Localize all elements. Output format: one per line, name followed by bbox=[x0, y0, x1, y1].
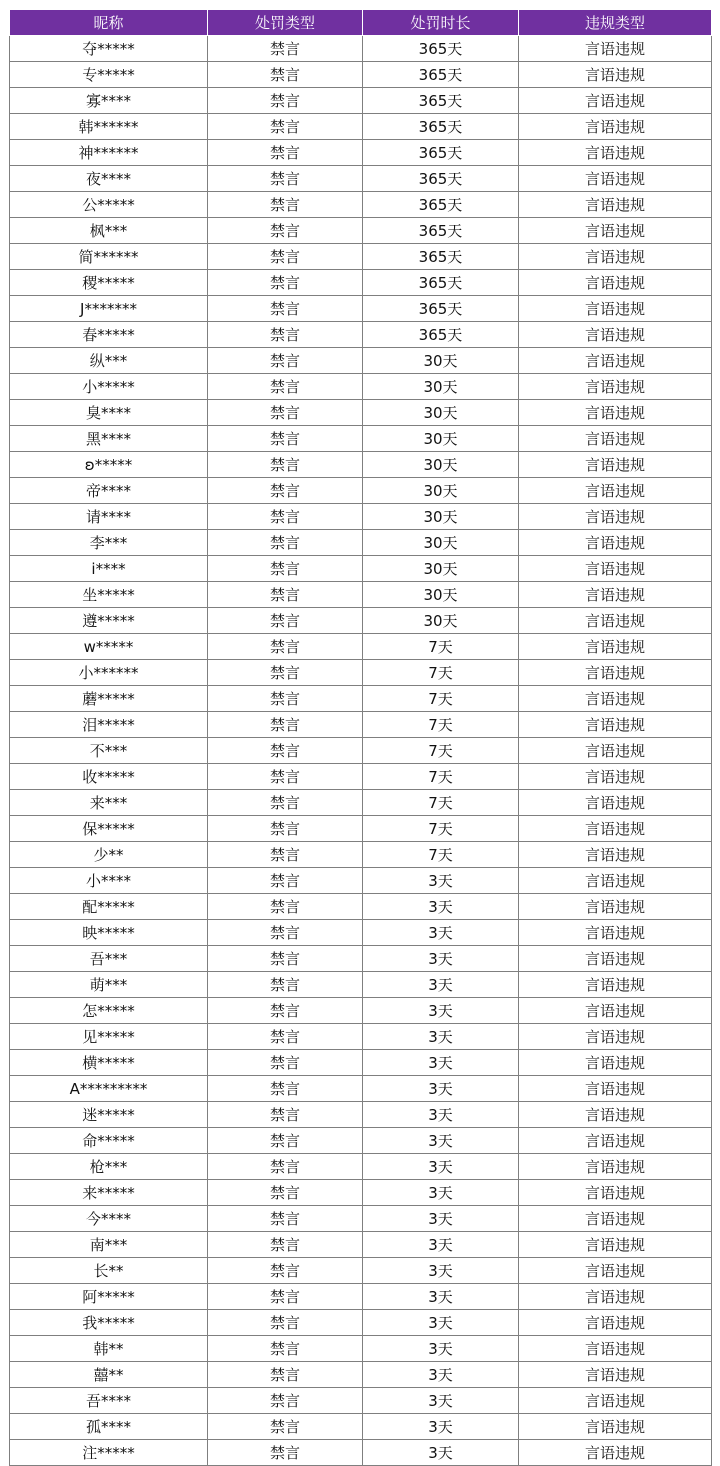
cell-nickname: 简****** bbox=[10, 244, 208, 270]
cell-nickname: 少** bbox=[10, 842, 208, 868]
cell-penalty-type: 禁言 bbox=[208, 1232, 363, 1258]
table-row bbox=[10, 478, 712, 504]
cell-penalty-duration: 3天 bbox=[363, 1440, 519, 1466]
table-row bbox=[10, 452, 712, 478]
cell-nickname: 枫*** bbox=[10, 218, 208, 244]
cell-penalty-type: 禁言 bbox=[208, 88, 363, 114]
cell-violation-type: 言语违规 bbox=[519, 1258, 712, 1284]
cell-nickname: 坐***** bbox=[10, 582, 208, 608]
cell-nickname: 吾**** bbox=[10, 1388, 208, 1414]
cell-violation-type: 言语违规 bbox=[519, 322, 712, 348]
cell-nickname: 臭**** bbox=[10, 400, 208, 426]
cell-penalty-type: 禁言 bbox=[208, 1076, 363, 1102]
header-penalty-duration: 处罚时长 bbox=[363, 10, 519, 36]
cell-penalty-type: 禁言 bbox=[208, 1362, 363, 1388]
cell-violation-type: 言语违规 bbox=[519, 478, 712, 504]
cell-violation-type: 言语违规 bbox=[519, 1206, 712, 1232]
cell-nickname: 公***** bbox=[10, 192, 208, 218]
penalty-table bbox=[9, 9, 712, 1466]
cell-nickname: 迷***** bbox=[10, 1102, 208, 1128]
cell-nickname: 夜**** bbox=[10, 166, 208, 192]
cell-penalty-duration: 3天 bbox=[363, 1232, 519, 1258]
cell-penalty-duration: 30天 bbox=[363, 582, 519, 608]
cell-penalty-duration: 3天 bbox=[363, 1258, 519, 1284]
cell-penalty-type: 禁言 bbox=[208, 530, 363, 556]
cell-nickname: 寡**** bbox=[10, 88, 208, 114]
cell-nickname: 小**** bbox=[10, 868, 208, 894]
cell-penalty-type: 禁言 bbox=[208, 634, 363, 660]
table-row bbox=[10, 972, 712, 998]
cell-penalty-duration: 3天 bbox=[363, 1024, 519, 1050]
table-row bbox=[10, 1310, 712, 1336]
header-violation-type: 违规类型 bbox=[519, 10, 712, 36]
cell-penalty-type: 禁言 bbox=[208, 1102, 363, 1128]
cell-violation-type: 言语违规 bbox=[519, 140, 712, 166]
cell-nickname: 命***** bbox=[10, 1128, 208, 1154]
cell-penalty-type: 禁言 bbox=[208, 504, 363, 530]
table-row bbox=[10, 140, 712, 166]
cell-nickname: 阿***** bbox=[10, 1284, 208, 1310]
cell-penalty-duration: 3天 bbox=[363, 894, 519, 920]
cell-violation-type: 言语违规 bbox=[519, 192, 712, 218]
table-row bbox=[10, 1076, 712, 1102]
cell-nickname: 孤**** bbox=[10, 1414, 208, 1440]
cell-penalty-duration: 365天 bbox=[363, 114, 519, 140]
cell-nickname: 囍** bbox=[10, 1362, 208, 1388]
cell-penalty-duration: 30天 bbox=[363, 452, 519, 478]
cell-penalty-type: 禁言 bbox=[208, 374, 363, 400]
cell-penalty-type: 禁言 bbox=[208, 1336, 363, 1362]
cell-penalty-duration: 365天 bbox=[363, 218, 519, 244]
cell-nickname: 黑**** bbox=[10, 426, 208, 452]
table-row bbox=[10, 270, 712, 296]
cell-nickname: 小****** bbox=[10, 660, 208, 686]
cell-nickname: 李*** bbox=[10, 530, 208, 556]
cell-violation-type: 言语违规 bbox=[519, 62, 712, 88]
cell-penalty-duration: 7天 bbox=[363, 816, 519, 842]
cell-nickname: 我***** bbox=[10, 1310, 208, 1336]
header-nickname: 昵称 bbox=[10, 10, 208, 36]
cell-penalty-duration: 30天 bbox=[363, 608, 519, 634]
cell-penalty-type: 禁言 bbox=[208, 998, 363, 1024]
cell-penalty-type: 禁言 bbox=[208, 1024, 363, 1050]
cell-penalty-duration: 30天 bbox=[363, 478, 519, 504]
cell-violation-type: 言语违规 bbox=[519, 1050, 712, 1076]
table-row bbox=[10, 1154, 712, 1180]
cell-penalty-type: 禁言 bbox=[208, 1128, 363, 1154]
cell-nickname: 配***** bbox=[10, 894, 208, 920]
cell-violation-type: 言语违规 bbox=[519, 764, 712, 790]
table-row bbox=[10, 608, 712, 634]
cell-nickname: w***** bbox=[10, 634, 208, 660]
cell-violation-type: 言语违规 bbox=[519, 868, 712, 894]
table-row bbox=[10, 1024, 712, 1050]
cell-penalty-type: 禁言 bbox=[208, 738, 363, 764]
cell-penalty-type: 禁言 bbox=[208, 244, 363, 270]
cell-nickname: 吾*** bbox=[10, 946, 208, 972]
cell-penalty-type: 禁言 bbox=[208, 114, 363, 140]
cell-violation-type: 言语违规 bbox=[519, 1414, 712, 1440]
table-row bbox=[10, 556, 712, 582]
cell-penalty-type: 禁言 bbox=[208, 478, 363, 504]
cell-penalty-type: 禁言 bbox=[208, 1388, 363, 1414]
cell-penalty-type: 禁言 bbox=[208, 1414, 363, 1440]
cell-penalty-duration: 3天 bbox=[363, 1076, 519, 1102]
cell-penalty-type: 禁言 bbox=[208, 972, 363, 998]
cell-violation-type: 言语违规 bbox=[519, 998, 712, 1024]
cell-nickname: 南*** bbox=[10, 1232, 208, 1258]
cell-penalty-duration: 365天 bbox=[363, 88, 519, 114]
cell-violation-type: 言语违规 bbox=[519, 1284, 712, 1310]
cell-nickname: 蘑***** bbox=[10, 686, 208, 712]
cell-nickname: 来*** bbox=[10, 790, 208, 816]
cell-penalty-duration: 7天 bbox=[363, 660, 519, 686]
cell-violation-type: 言语违规 bbox=[519, 816, 712, 842]
cell-violation-type: 言语违规 bbox=[519, 894, 712, 920]
table-row bbox=[10, 504, 712, 530]
cell-violation-type: 言语违规 bbox=[519, 1440, 712, 1466]
cell-penalty-type: 禁言 bbox=[208, 218, 363, 244]
cell-violation-type: 言语违规 bbox=[519, 790, 712, 816]
cell-penalty-duration: 3天 bbox=[363, 868, 519, 894]
table-row bbox=[10, 1206, 712, 1232]
cell-penalty-duration: 3天 bbox=[363, 1362, 519, 1388]
cell-penalty-type: 禁言 bbox=[208, 764, 363, 790]
cell-penalty-type: 禁言 bbox=[208, 400, 363, 426]
cell-penalty-type: 禁言 bbox=[208, 842, 363, 868]
cell-violation-type: 言语违规 bbox=[519, 712, 712, 738]
cell-penalty-type: 禁言 bbox=[208, 920, 363, 946]
cell-violation-type: 言语违规 bbox=[519, 166, 712, 192]
cell-violation-type: 言语违规 bbox=[519, 1388, 712, 1414]
table-row bbox=[10, 738, 712, 764]
cell-violation-type: 言语违规 bbox=[519, 608, 712, 634]
cell-nickname: 夺***** bbox=[10, 36, 208, 62]
cell-violation-type: 言语违规 bbox=[519, 374, 712, 400]
cell-violation-type: 言语违规 bbox=[519, 426, 712, 452]
table-row bbox=[10, 1362, 712, 1388]
cell-nickname: 收***** bbox=[10, 764, 208, 790]
cell-penalty-duration: 3天 bbox=[363, 1310, 519, 1336]
cell-violation-type: 言语违规 bbox=[519, 1310, 712, 1336]
cell-violation-type: 言语违规 bbox=[519, 946, 712, 972]
cell-nickname: 纵*** bbox=[10, 348, 208, 374]
cell-nickname: 横***** bbox=[10, 1050, 208, 1076]
cell-violation-type: 言语违规 bbox=[519, 1128, 712, 1154]
cell-penalty-duration: 7天 bbox=[363, 686, 519, 712]
cell-penalty-type: 禁言 bbox=[208, 62, 363, 88]
table-row bbox=[10, 374, 712, 400]
cell-violation-type: 言语违规 bbox=[519, 1102, 712, 1128]
table-row bbox=[10, 166, 712, 192]
cell-penalty-type: 禁言 bbox=[208, 582, 363, 608]
cell-penalty-type: 禁言 bbox=[208, 1154, 363, 1180]
cell-nickname: 长** bbox=[10, 1258, 208, 1284]
cell-penalty-type: 禁言 bbox=[208, 426, 363, 452]
cell-penalty-duration: 365天 bbox=[363, 36, 519, 62]
table-row bbox=[10, 348, 712, 374]
cell-violation-type: 言语违规 bbox=[519, 348, 712, 374]
table-row bbox=[10, 218, 712, 244]
cell-penalty-duration: 365天 bbox=[363, 140, 519, 166]
table-row bbox=[10, 1336, 712, 1362]
cell-penalty-duration: 30天 bbox=[363, 374, 519, 400]
cell-penalty-type: 禁言 bbox=[208, 452, 363, 478]
cell-violation-type: 言语违规 bbox=[519, 1154, 712, 1180]
table-row bbox=[10, 296, 712, 322]
table-row bbox=[10, 1440, 712, 1466]
cell-penalty-type: 禁言 bbox=[208, 686, 363, 712]
table-row bbox=[10, 1102, 712, 1128]
table-body bbox=[10, 36, 712, 1466]
cell-penalty-duration: 3天 bbox=[363, 1154, 519, 1180]
cell-penalty-duration: 3天 bbox=[363, 1102, 519, 1128]
table-row bbox=[10, 322, 712, 348]
table-row bbox=[10, 192, 712, 218]
table-row bbox=[10, 1232, 712, 1258]
table-row bbox=[10, 790, 712, 816]
cell-nickname: 来***** bbox=[10, 1180, 208, 1206]
cell-nickname: 神****** bbox=[10, 140, 208, 166]
table-row bbox=[10, 400, 712, 426]
cell-penalty-duration: 7天 bbox=[363, 842, 519, 868]
cell-nickname: A********* bbox=[10, 1076, 208, 1102]
table-row bbox=[10, 894, 712, 920]
cell-penalty-type: 禁言 bbox=[208, 1258, 363, 1284]
cell-penalty-duration: 30天 bbox=[363, 400, 519, 426]
table-row bbox=[10, 36, 712, 62]
penalty-table-container bbox=[9, 9, 711, 1466]
cell-penalty-type: 禁言 bbox=[208, 1206, 363, 1232]
cell-nickname: 不*** bbox=[10, 738, 208, 764]
cell-violation-type: 言语违规 bbox=[519, 530, 712, 556]
table-header-row bbox=[10, 10, 712, 36]
table-row bbox=[10, 88, 712, 114]
table-row bbox=[10, 946, 712, 972]
cell-penalty-duration: 365天 bbox=[363, 192, 519, 218]
cell-penalty-duration: 7天 bbox=[363, 634, 519, 660]
table-row bbox=[10, 712, 712, 738]
cell-violation-type: 言语违规 bbox=[519, 1232, 712, 1258]
cell-penalty-type: 禁言 bbox=[208, 322, 363, 348]
cell-penalty-duration: 7天 bbox=[363, 790, 519, 816]
cell-violation-type: 言语违规 bbox=[519, 738, 712, 764]
cell-violation-type: 言语违规 bbox=[519, 504, 712, 530]
cell-nickname: 萌*** bbox=[10, 972, 208, 998]
cell-penalty-duration: 30天 bbox=[363, 556, 519, 582]
cell-penalty-duration: 7天 bbox=[363, 764, 519, 790]
cell-penalty-type: 禁言 bbox=[208, 166, 363, 192]
cell-penalty-type: 禁言 bbox=[208, 660, 363, 686]
cell-violation-type: 言语违规 bbox=[519, 634, 712, 660]
cell-violation-type: 言语违规 bbox=[519, 452, 712, 478]
table-row bbox=[10, 244, 712, 270]
cell-penalty-type: 禁言 bbox=[208, 894, 363, 920]
cell-nickname: 枪*** bbox=[10, 1154, 208, 1180]
table-row bbox=[10, 530, 712, 556]
table-row bbox=[10, 816, 712, 842]
cell-nickname: 遵***** bbox=[10, 608, 208, 634]
cell-penalty-duration: 30天 bbox=[363, 426, 519, 452]
cell-violation-type: 言语违规 bbox=[519, 400, 712, 426]
cell-violation-type: 言语违规 bbox=[519, 1076, 712, 1102]
table-row bbox=[10, 1050, 712, 1076]
cell-nickname: 保***** bbox=[10, 816, 208, 842]
table-row bbox=[10, 426, 712, 452]
cell-penalty-type: 禁言 bbox=[208, 270, 363, 296]
cell-penalty-duration: 3天 bbox=[363, 1414, 519, 1440]
cell-nickname: 今**** bbox=[10, 1206, 208, 1232]
table-row bbox=[10, 660, 712, 686]
cell-violation-type: 言语违规 bbox=[519, 842, 712, 868]
table-row bbox=[10, 920, 712, 946]
table-row bbox=[10, 764, 712, 790]
cell-nickname: 怎***** bbox=[10, 998, 208, 1024]
cell-penalty-type: 禁言 bbox=[208, 946, 363, 972]
cell-violation-type: 言语违规 bbox=[519, 1362, 712, 1388]
cell-violation-type: 言语违规 bbox=[519, 114, 712, 140]
table-row bbox=[10, 1180, 712, 1206]
cell-penalty-duration: 365天 bbox=[363, 322, 519, 348]
cell-nickname: 见***** bbox=[10, 1024, 208, 1050]
cell-violation-type: 言语违规 bbox=[519, 556, 712, 582]
cell-nickname: 韩** bbox=[10, 1336, 208, 1362]
cell-penalty-duration: 3天 bbox=[363, 1206, 519, 1232]
cell-penalty-type: 禁言 bbox=[208, 1310, 363, 1336]
cell-nickname: 小***** bbox=[10, 374, 208, 400]
cell-penalty-duration: 365天 bbox=[363, 166, 519, 192]
cell-nickname: i**** bbox=[10, 556, 208, 582]
cell-penalty-duration: 3天 bbox=[363, 1336, 519, 1362]
cell-violation-type: 言语违规 bbox=[519, 244, 712, 270]
cell-nickname: 帝**** bbox=[10, 478, 208, 504]
table-row bbox=[10, 868, 712, 894]
cell-penalty-duration: 30天 bbox=[363, 504, 519, 530]
cell-penalty-duration: 3天 bbox=[363, 1388, 519, 1414]
table-row bbox=[10, 582, 712, 608]
cell-violation-type: 言语违规 bbox=[519, 972, 712, 998]
table-row bbox=[10, 842, 712, 868]
cell-penalty-duration: 3天 bbox=[363, 920, 519, 946]
cell-violation-type: 言语违规 bbox=[519, 88, 712, 114]
cell-penalty-type: 禁言 bbox=[208, 348, 363, 374]
cell-violation-type: 言语违规 bbox=[519, 36, 712, 62]
cell-penalty-type: 禁言 bbox=[208, 36, 363, 62]
cell-penalty-duration: 3天 bbox=[363, 998, 519, 1024]
cell-penalty-duration: 30天 bbox=[363, 348, 519, 374]
cell-penalty-duration: 7天 bbox=[363, 738, 519, 764]
table-row bbox=[10, 1284, 712, 1310]
cell-nickname: 春***** bbox=[10, 322, 208, 348]
cell-nickname: 请**** bbox=[10, 504, 208, 530]
cell-nickname: 泪***** bbox=[10, 712, 208, 738]
cell-penalty-type: 禁言 bbox=[208, 1180, 363, 1206]
cell-penalty-duration: 3天 bbox=[363, 1180, 519, 1206]
cell-violation-type: 言语违规 bbox=[519, 686, 712, 712]
cell-penalty-type: 禁言 bbox=[208, 1440, 363, 1466]
cell-penalty-duration: 3天 bbox=[363, 1050, 519, 1076]
cell-penalty-duration: 3天 bbox=[363, 972, 519, 998]
cell-penalty-type: 禁言 bbox=[208, 1284, 363, 1310]
cell-penalty-type: 禁言 bbox=[208, 192, 363, 218]
header-penalty-type: 处罚类型 bbox=[208, 10, 363, 36]
table-row bbox=[10, 1128, 712, 1154]
table-row bbox=[10, 998, 712, 1024]
cell-penalty-type: 禁言 bbox=[208, 790, 363, 816]
cell-penalty-duration: 365天 bbox=[363, 296, 519, 322]
cell-penalty-type: 禁言 bbox=[208, 608, 363, 634]
cell-nickname: 稷***** bbox=[10, 270, 208, 296]
cell-penalty-type: 禁言 bbox=[208, 816, 363, 842]
cell-penalty-duration: 3天 bbox=[363, 1284, 519, 1310]
table-row bbox=[10, 1388, 712, 1414]
cell-violation-type: 言语违规 bbox=[519, 296, 712, 322]
cell-violation-type: 言语违规 bbox=[519, 218, 712, 244]
cell-nickname: ʚ***** bbox=[10, 452, 208, 478]
table-row bbox=[10, 1414, 712, 1440]
cell-nickname: 韩****** bbox=[10, 114, 208, 140]
cell-penalty-type: 禁言 bbox=[208, 868, 363, 894]
table-row bbox=[10, 634, 712, 660]
cell-penalty-duration: 3天 bbox=[363, 1128, 519, 1154]
cell-penalty-type: 禁言 bbox=[208, 296, 363, 322]
cell-penalty-type: 禁言 bbox=[208, 1050, 363, 1076]
cell-penalty-type: 禁言 bbox=[208, 556, 363, 582]
cell-violation-type: 言语违规 bbox=[519, 1180, 712, 1206]
table-row bbox=[10, 62, 712, 88]
cell-violation-type: 言语违规 bbox=[519, 1024, 712, 1050]
cell-penalty-duration: 365天 bbox=[363, 62, 519, 88]
table-row bbox=[10, 114, 712, 140]
cell-penalty-duration: 7天 bbox=[363, 712, 519, 738]
cell-violation-type: 言语违规 bbox=[519, 920, 712, 946]
cell-violation-type: 言语违规 bbox=[519, 270, 712, 296]
cell-penalty-duration: 3天 bbox=[363, 946, 519, 972]
cell-violation-type: 言语违规 bbox=[519, 582, 712, 608]
cell-nickname: J******* bbox=[10, 296, 208, 322]
cell-nickname: 注***** bbox=[10, 1440, 208, 1466]
cell-nickname: 映***** bbox=[10, 920, 208, 946]
cell-penalty-type: 禁言 bbox=[208, 712, 363, 738]
cell-penalty-duration: 365天 bbox=[363, 244, 519, 270]
cell-violation-type: 言语违规 bbox=[519, 660, 712, 686]
cell-penalty-type: 禁言 bbox=[208, 140, 363, 166]
cell-violation-type: 言语违规 bbox=[519, 1336, 712, 1362]
cell-nickname: 专***** bbox=[10, 62, 208, 88]
table-row bbox=[10, 686, 712, 712]
cell-penalty-duration: 365天 bbox=[363, 270, 519, 296]
cell-penalty-duration: 30天 bbox=[363, 530, 519, 556]
table-row bbox=[10, 1258, 712, 1284]
